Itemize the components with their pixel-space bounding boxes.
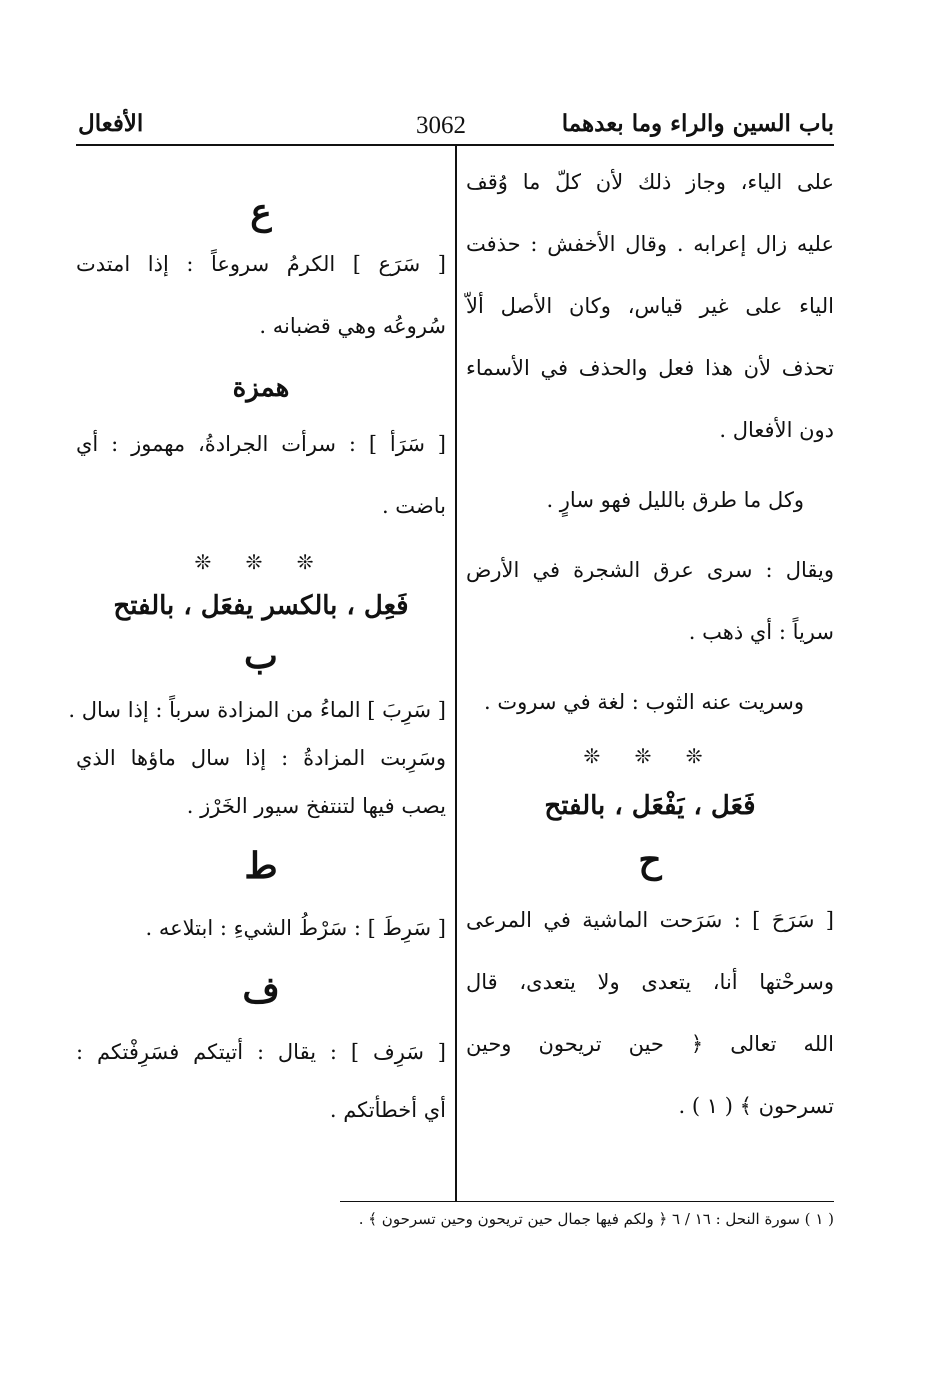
text-line: أي أخطأتكم .	[329, 1098, 446, 1122]
section-title: فَعِل ، بالكسر يفعَل ، بالفتح	[113, 591, 409, 621]
text-line: عليه زال إعرابه . وقال الأخفش : حذفت	[466, 232, 834, 256]
text-line: دون الأفعال .	[719, 418, 834, 442]
left-column	[68, 188, 446, 1126]
text-line: ويقال : سرى عرق الشجرة في الأرض	[466, 558, 834, 582]
footnote-rule	[340, 1201, 834, 1202]
text-line: الله تعالى ﴿ حين تريحون وحين	[466, 1032, 834, 1056]
text-line: [ سَرِطَ ] : سَرْطُ الشيءِ : ابتلاعه .	[145, 916, 446, 940]
section-label: الأفعال	[78, 110, 144, 137]
text-line: وسريت عنه الثوب : لغة في سروت .	[483, 690, 804, 714]
letter-heading: ف	[242, 969, 280, 1011]
text-line: [ سَرِبَ ] الماءُ من المزادة سرباً : إذا سال .	[68, 698, 446, 722]
text-line: الياء على غير قياس، وكان الأصل ألاّ	[466, 294, 834, 318]
text-line: وكل ما طرق بالليل فهو سارٍ .	[546, 488, 804, 512]
text-line: على الياء، وجاز ذلك لأن كلّ ما وُقف	[466, 170, 834, 194]
footnote: ( ١ ) سورة النحل : ١٦ / ٦ ﴿ ولكم فيها جمال حين تريحون وحين تسرحون ﴾ .	[358, 1210, 834, 1228]
text-line: تسرحون ﴾ ( ١ ) .	[678, 1094, 834, 1118]
section-heading: همزة	[232, 373, 290, 403]
page-number: 3062	[416, 112, 466, 139]
text-line: سُروعُه وهي قضبانه .	[259, 314, 446, 338]
text-line: وسرحْتها أنا، يتعدى ولا يتعدى، قال	[466, 970, 834, 994]
column-divider	[455, 146, 457, 1202]
letter-heading: ط	[244, 845, 278, 887]
text-line: [ سَرَحَ ] : سَرَحت الماشية في المرعى	[466, 908, 834, 932]
text-line: يصب فيها لتنتفخ سيور الخَرْز .	[186, 794, 446, 818]
text-line: وسَرِبت المزادةُ : إذا سال ماؤها الذي	[76, 746, 446, 770]
text-line: [ سَرِف ] : يقال : أتيتكم فسَرِفْتكم :	[76, 1040, 446, 1064]
section-separator: ❊ ❊ ❊	[583, 744, 717, 768]
chapter-title: باب السين والراء وما بعدهما	[561, 110, 834, 137]
right-column	[466, 166, 834, 1122]
letter-heading: ب	[244, 635, 278, 677]
letter-heading: ح	[638, 839, 662, 881]
text-line: باضت .	[381, 494, 446, 518]
letter-heading: ع	[250, 191, 272, 233]
text-line: تحذف لأن هذا فعل والحذف في الأسماء	[466, 356, 834, 380]
page-header	[76, 106, 834, 146]
text-line: [ سَرَع ] الكرمُ سروعاً : إذا امتدت	[76, 252, 446, 276]
text-line: [ سَرَأ ] : سرأت الجرادةُ، مهموز : أي	[76, 432, 446, 456]
section-separator: ❊ ❊ ❊	[194, 550, 328, 574]
text-line: سرياً : أي ذهب .	[688, 620, 834, 644]
section-title: فَعَل ، يَفْعَل ، بالفتح	[544, 791, 756, 821]
